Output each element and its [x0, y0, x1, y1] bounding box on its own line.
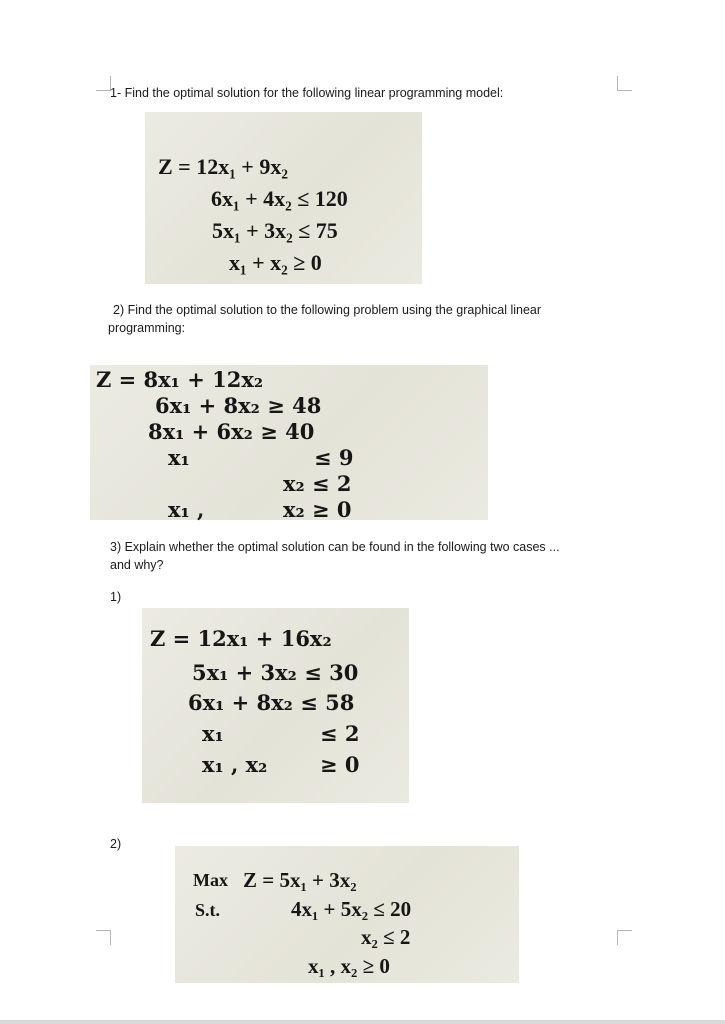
- case-2-nonnegativity: x₁ , x₂ ≥ 0: [308, 954, 390, 978]
- crop-mark-bottom-left: [96, 930, 111, 945]
- crop-mark-top-right: [617, 76, 632, 91]
- page-bottom-edge: [0, 1020, 725, 1024]
- q2-x1-label: x₁: [168, 445, 190, 470]
- case-2-constraint-1: 4x₁ + 5x₂ ≤ 20: [291, 897, 412, 921]
- question-2-prompt-line2: programming:: [108, 321, 186, 335]
- q1-constraint-1: 6x₁ + 4x₂ ≤ 120: [211, 186, 348, 211]
- case-1-objective: Z = 12x₁ + 16x₂: [150, 626, 332, 651]
- q1-objective: Z = 12x₁ + 9x₂: [158, 154, 288, 179]
- case-1-nonnegativity: ≥ 0: [320, 752, 360, 777]
- case-2-label: 2): [110, 837, 122, 851]
- question-2-equation-image: [90, 365, 488, 520]
- case-1-x1-label: x₁: [202, 721, 224, 746]
- question-3-prompt-line1: 3) Explain whether the optimal solution can be found in the following two cases ...: [110, 540, 560, 554]
- q2-constraint-2: 8x₁ + 6x₂ ≥ 40: [148, 419, 315, 444]
- q2-constraint-1: 6x₁ + 8x₂ ≥ 48: [155, 393, 322, 418]
- q2-x1-bound: ≤ 9: [314, 445, 354, 470]
- case-1-constraint-2: 6x₁ + 8x₂ ≤ 58: [188, 690, 355, 715]
- question-1-equation-image: [145, 112, 422, 284]
- question-1-prompt: 1- Find the optimal solution for the following linear programming model:: [110, 86, 504, 100]
- case-1-constraint-1: 5x₁ + 3x₂ ≤ 30: [192, 660, 359, 685]
- crop-mark-bottom-right: [617, 930, 632, 945]
- q1-constraint-2: 5x₁ + 3x₂ ≤ 75: [212, 218, 338, 243]
- case-1-equation-image: [142, 608, 409, 803]
- case-1-x1-bound: ≤ 2: [320, 721, 360, 746]
- q2-x1-comma: x₁ ,: [168, 497, 205, 522]
- case-2-max-label: Max: [193, 870, 228, 890]
- case-1-label: 1): [110, 590, 122, 604]
- q2-x2-bound: x₂ ≤ 2: [283, 471, 352, 496]
- case-2-constraint-2: x₂ ≤ 2: [361, 925, 411, 949]
- case-2-objective: Z = 5x₁ + 3x₂: [243, 868, 357, 892]
- case-2-st-label: S.t.: [195, 900, 221, 920]
- question-3-prompt-line2: and why?: [110, 558, 164, 572]
- q1-nonnegativity: x₁ + x₂ ≥ 0: [229, 250, 322, 275]
- crop-mark-top-left: [96, 76, 111, 91]
- case-2-equation-image: [175, 846, 519, 983]
- q2-nonnegativity: x₂ ≥ 0: [283, 497, 352, 522]
- case-1-variables: x₁ , x₂: [202, 752, 268, 777]
- question-2-prompt-line1: 2) Find the optimal solution to the following problem using the graphical linear: [113, 303, 542, 317]
- q2-objective: Z = 8x₁ + 12x₂: [96, 367, 264, 392]
